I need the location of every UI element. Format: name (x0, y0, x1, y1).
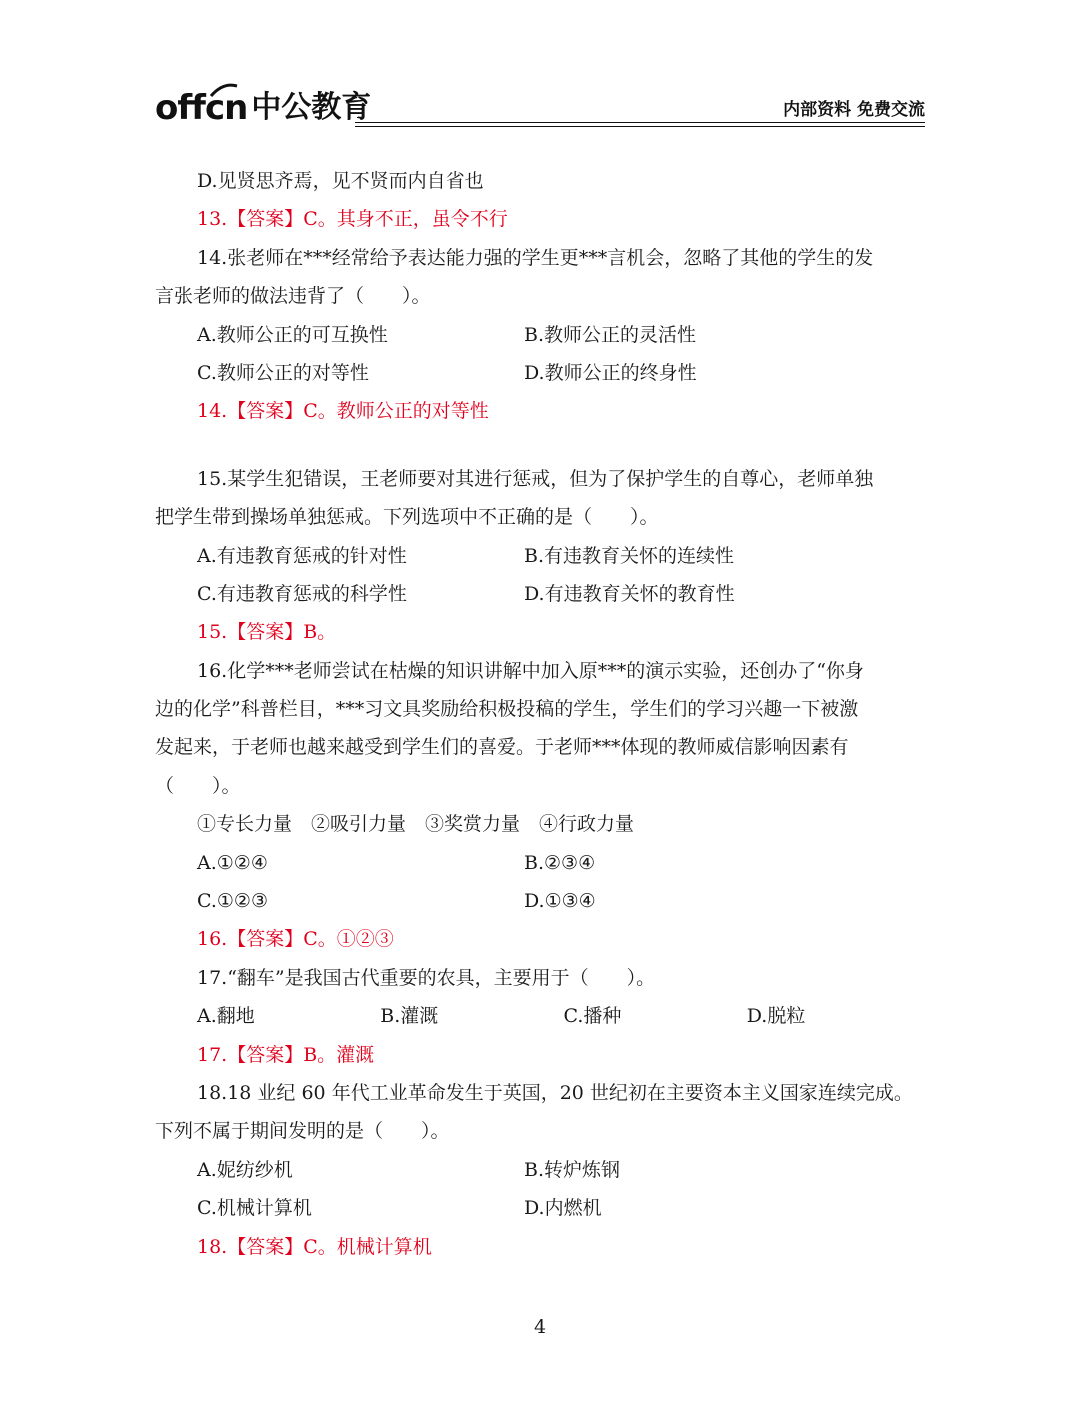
option-c: C.机械计算机 (197, 1197, 312, 1220)
option-c: C.①②③ (197, 890, 268, 913)
logo-swoosh-icon (209, 82, 239, 98)
option-b: B.转炉炼钢 (524, 1158, 621, 1181)
spacer (155, 431, 930, 460)
question-line: 15.某学生犯错误，王老师要对其进行惩戒，但为了保护学生的自尊心，老师单独 (197, 467, 874, 490)
page-number: 4 (533, 1316, 547, 1338)
option-c: C.教师公正的对等性 (197, 361, 369, 384)
answer-line: 15.【答案】B。 (197, 621, 337, 644)
options-row (155, 844, 930, 882)
options-row (155, 537, 930, 575)
option-b: B.有违教育关怀的连续性 (524, 544, 735, 567)
option-b: B.灌溉 (380, 1005, 439, 1028)
question-line: 18.18 业纪 60 年代工业革命发生于英国，20 世纪初在主要资本主义国家连续完成。 (197, 1081, 913, 1104)
header-rule-thin (355, 126, 925, 127)
options-row (155, 882, 930, 920)
answer-line: 14.【答案】C。教师公正的对等性 (197, 400, 489, 423)
option-a: A.有违教育惩戒的针对性 (197, 544, 407, 567)
page-body (155, 162, 930, 1266)
question-line: 言张老师的做法违背了（ ）。 (155, 285, 431, 308)
choice-items-line: ①专长力量 ②吸引力量 ③奖赏力量 ④行政力量 (197, 813, 635, 836)
options-row (155, 354, 930, 392)
answer-line: 13.【答案】C。其身不正，虽令不行 (197, 208, 508, 231)
question-line: 把学生带到操场单独惩戒。下列选项中不正确的是（ ）。 (155, 506, 659, 529)
page-header (155, 82, 925, 128)
option-a: A.①②④ (197, 851, 268, 874)
option-c: C.有违教育惩戒的科学性 (197, 582, 407, 605)
answer-line: 17.【答案】B。灌溉 (197, 1043, 375, 1066)
option-b: B.教师公正的灵活性 (524, 323, 697, 346)
option-d: D.有违教育关怀的教育性 (524, 582, 735, 605)
question-line: （ ）。 (155, 774, 241, 797)
header-tagline: 内部资料 免费交流 (783, 100, 925, 120)
question-line: 17.“翻车”是我国古代重要的农具，主要用于（ ）。 (197, 966, 656, 989)
options-row (155, 997, 930, 1035)
answer-line: 16.【答案】C。①②③ (197, 928, 394, 951)
question-line: 下列不属于期间发明的是（ ）。 (155, 1120, 450, 1143)
logo-latin-text: offcn (155, 88, 248, 128)
option-d: D.①③④ (524, 890, 596, 913)
option-d: D.教师公正的终身性 (524, 361, 697, 384)
question-line: 14.张老师在***经常给予表达能力强的学生更***言机会，忽略了其他的学生的发 (197, 246, 874, 269)
options-row (155, 575, 930, 613)
answer-line: 18.【答案】C。机械计算机 (197, 1235, 432, 1258)
option-line: D.见贤思齐焉，见不贤而内自省也 (197, 170, 484, 192)
option-a: A.翻地 (197, 1005, 255, 1028)
option-a: A.妮纺纱机 (197, 1158, 293, 1181)
option-c: C.播种 (563, 1005, 622, 1028)
options-row (155, 1189, 930, 1227)
option-b: B.②③④ (524, 851, 596, 874)
question-line: 发起来，于老师也越来越受到学生们的喜爱。于老师***体现的教师威信影响因素有 (155, 736, 849, 759)
question-line: 边的化学”科普栏目，***习文具奖励给积极投稿的学生，学生们的学习兴趣一下被激 (155, 698, 859, 721)
options-row (155, 1151, 930, 1189)
option-a: A.教师公正的可互换性 (197, 323, 388, 346)
logo-chinese-text: 中公教育 (251, 90, 372, 125)
option-d: D.脱粒 (746, 1005, 806, 1028)
options-row (155, 316, 930, 354)
question-line: 16.化学***老师尝试在枯燥的知识讲解中加入原***的演示实验，还创办了“你身 (197, 659, 864, 682)
option-d: D.内燃机 (524, 1197, 602, 1220)
offcn-logo (155, 82, 371, 128)
header-rule (355, 122, 925, 123)
